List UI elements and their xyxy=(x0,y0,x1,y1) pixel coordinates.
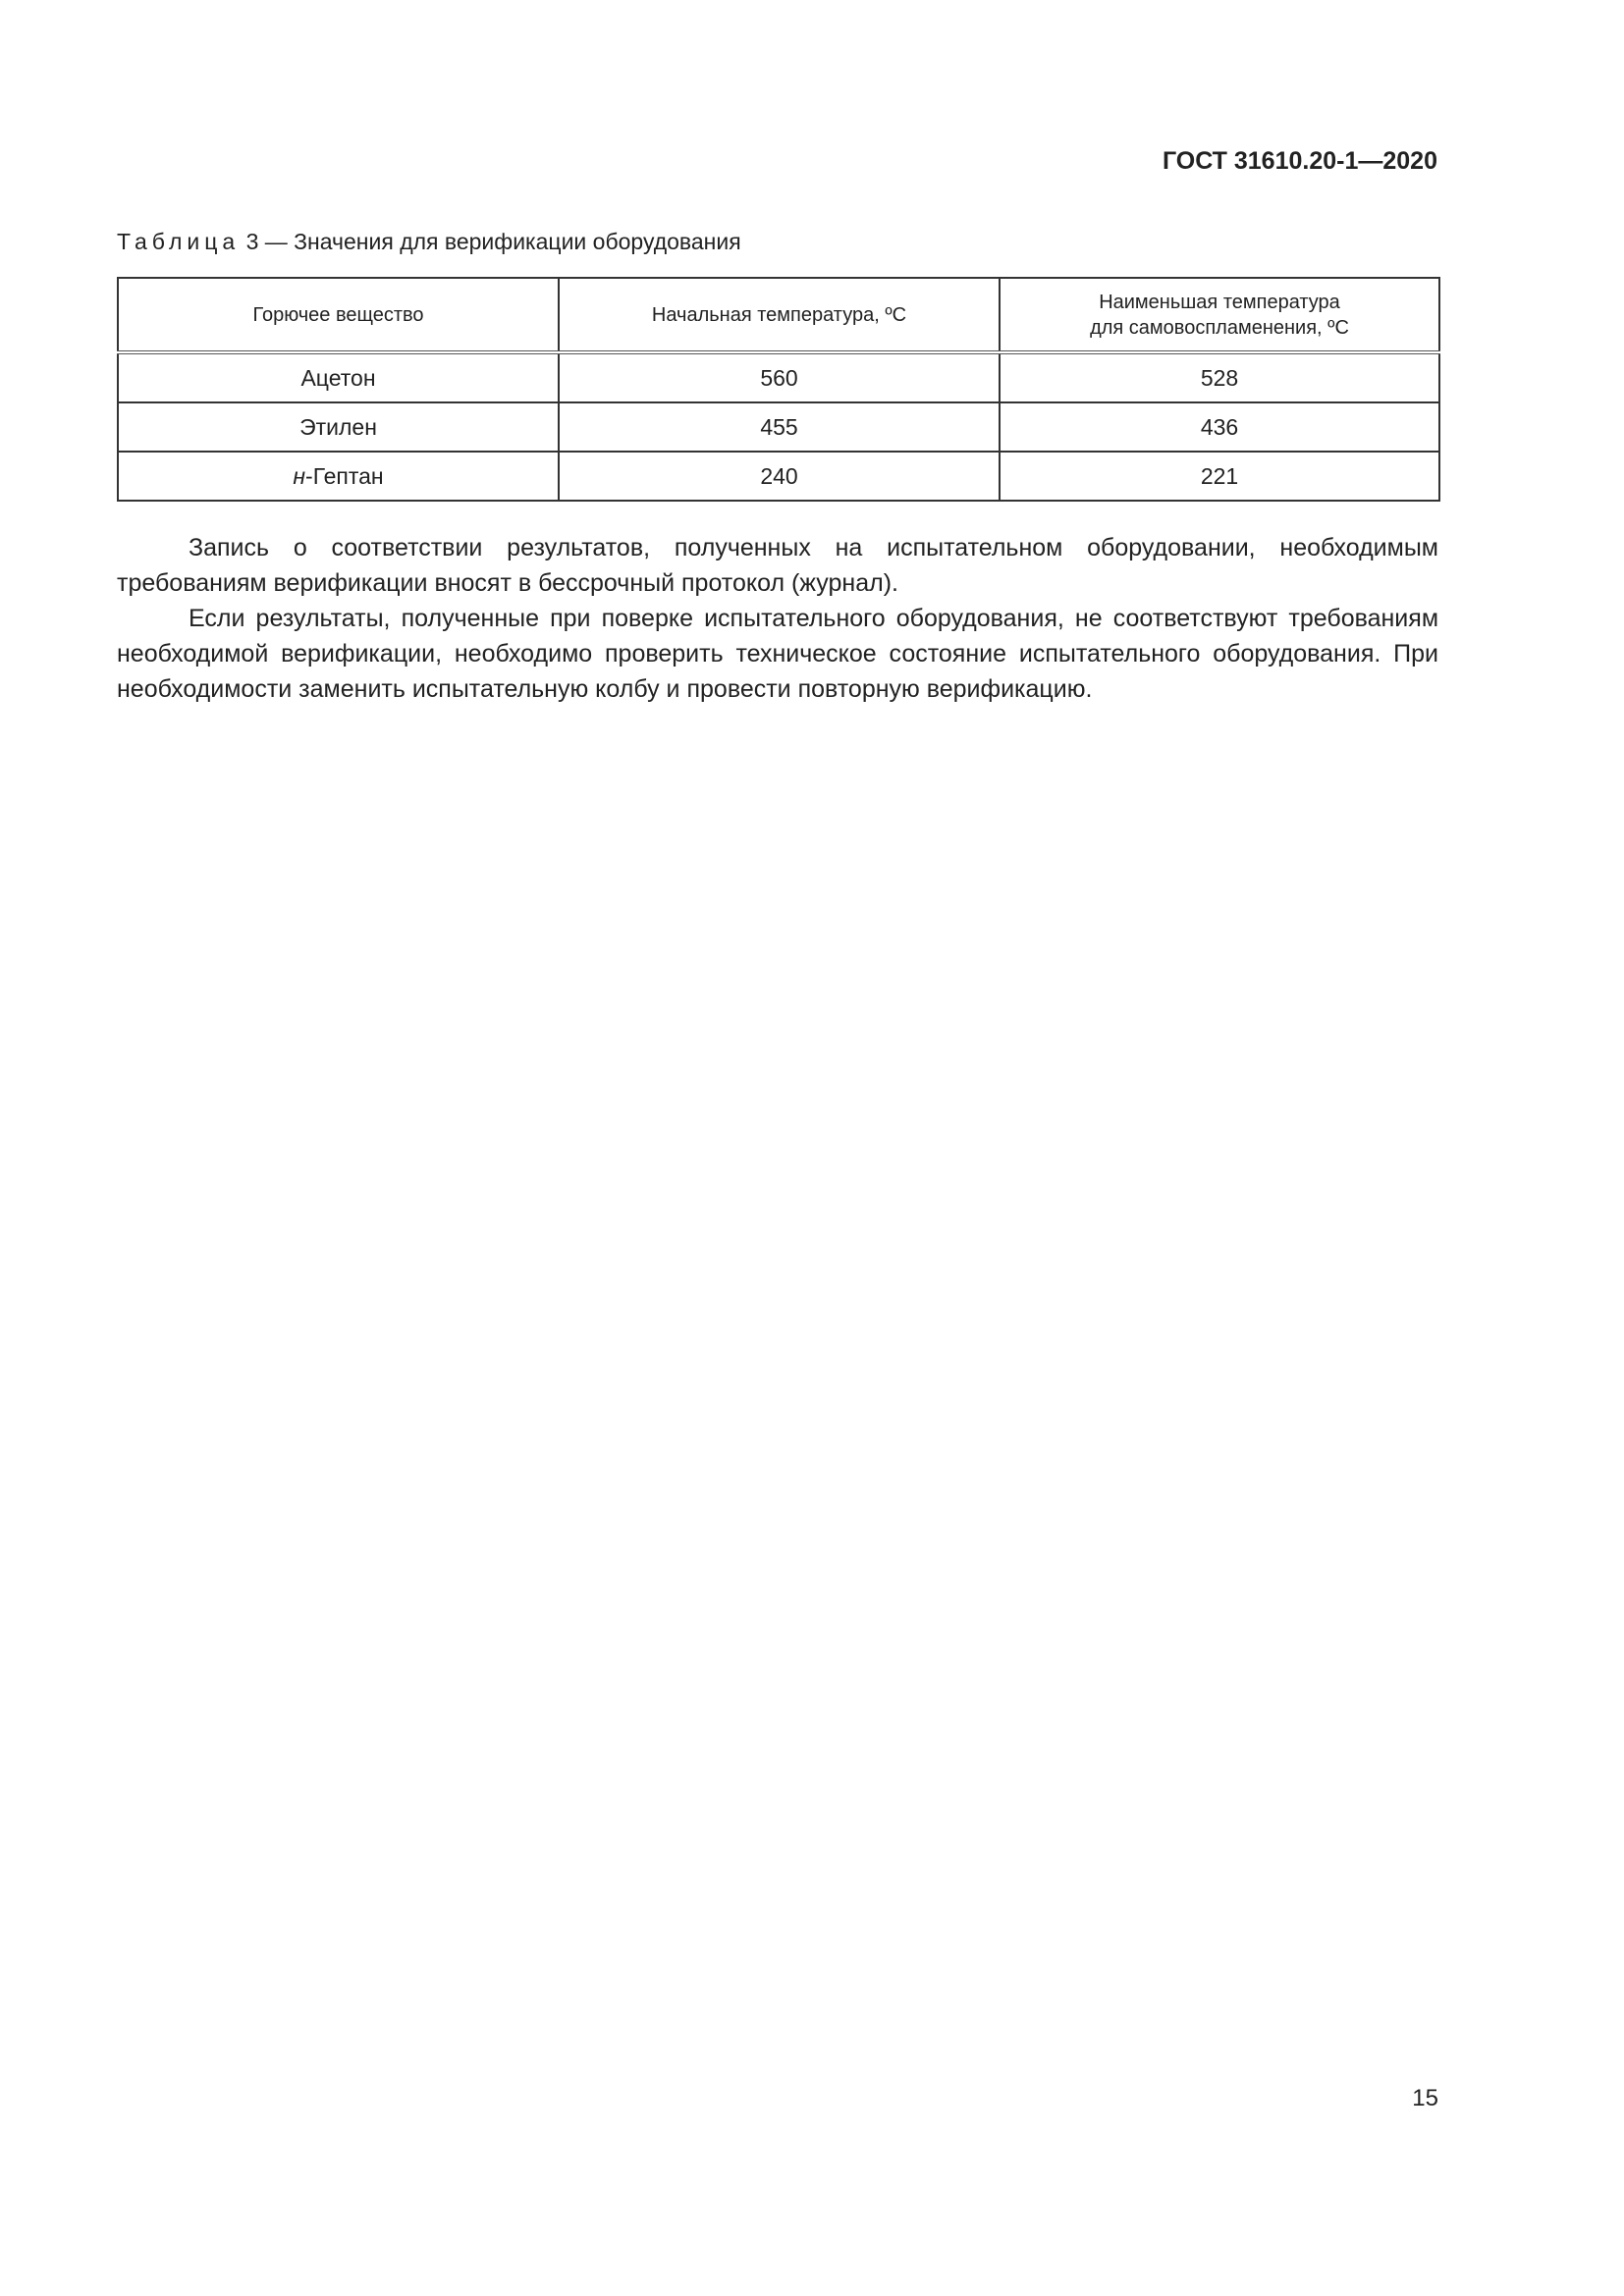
cell-substance xyxy=(118,452,559,501)
substance-name: Ацетон xyxy=(300,364,376,391)
substance-name: Этилен xyxy=(299,413,377,440)
table-caption xyxy=(117,229,741,255)
cell-start-temperature: 455 xyxy=(559,402,1000,452)
cell-substance xyxy=(118,402,559,452)
substance-prefix: н xyxy=(293,462,306,489)
table-row xyxy=(118,352,1439,402)
verification-table xyxy=(117,277,1440,502)
paragraph-verification-record: Запись о соответствии результатов, полученных на испытательном оборудовании, необходимым требованиям верификации вносят в бессрочный протокол (журнал). xyxy=(117,534,1438,597)
cell-min-temperature: 221 xyxy=(1000,452,1439,501)
header-substance: Горючее вещество xyxy=(118,278,559,352)
table-caption-label: Таблица xyxy=(117,229,241,254)
paragraph-noncompliance: Если результаты, полученные при поверке испытательного оборудования, не соответствуют требованиям необходимой верификации, необходимо проверить техническое состояние испытательного оборудования. При необходимости заменить испытательную колбу и провести повторную верификацию. xyxy=(117,605,1438,703)
cell-substance xyxy=(118,352,559,402)
cell-min-temperature: 436 xyxy=(1000,402,1439,452)
table-row xyxy=(118,452,1439,501)
table-caption-text: 3 — Значения для верификации оборудования xyxy=(245,229,741,254)
header-min-ignition-temperature xyxy=(1000,278,1439,352)
cell-min-temperature: 528 xyxy=(1000,352,1439,402)
substance-name: -Гептан xyxy=(305,462,384,489)
document-code: ГОСТ 31610.20-1—2020 xyxy=(1162,147,1437,175)
cell-start-temperature: 240 xyxy=(559,452,1000,501)
page-number: 15 xyxy=(1412,2085,1438,2111)
header-min-temp-line2: для самовоспламенения, ºС xyxy=(1090,316,1349,339)
table-header-row xyxy=(118,278,1439,352)
cell-start-temperature: 560 xyxy=(559,352,1000,402)
header-start-temperature: Начальная температура, ºС xyxy=(559,278,1000,352)
table-row xyxy=(118,402,1439,452)
header-min-temp-line1: Наименьшая температура xyxy=(1099,291,1340,313)
